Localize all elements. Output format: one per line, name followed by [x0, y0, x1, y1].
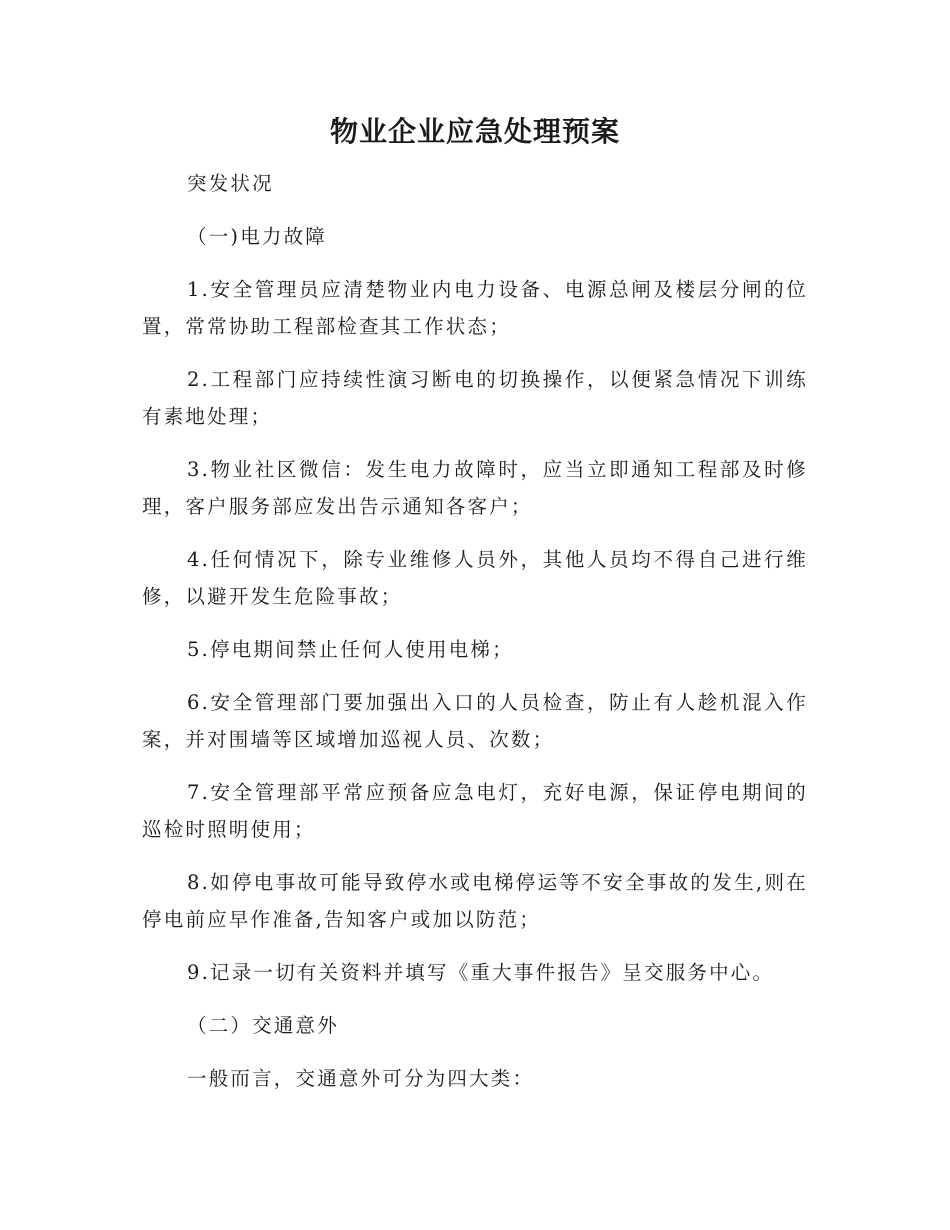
list-item: 4.任何情况下，除专业维修人员外，其他人员均不得自己进行维修，以避开发生危险事故； [142, 548, 808, 608]
section-heading: 突发状况 [187, 172, 274, 195]
list-item: 5.停电期间禁止任何人使用电梯； [187, 638, 514, 661]
list-item: 6.安全管理部门要加强出入口的人员检查，防止有人趁机混入作案，并对围墙等区域增加巡视人员、次数； [142, 691, 808, 751]
list-item: 9.记录一切有关资料并填写《重大事件报告》呈交服务中心。 [187, 961, 775, 984]
body-paragraph: 一般而言，交通意外可分为四大类： [187, 1067, 535, 1090]
list-item: 7.安全管理部平常应预备应急电灯，充好电源，保证停电期间的巡检时照明使用； [142, 781, 808, 841]
document-title: 物业企业应急处理预案 [329, 115, 620, 148]
subsection-heading: （一)电力故障 [187, 225, 328, 248]
document-body [142, 165, 808, 1113]
list-item: 8.如停电事故可能导致停水或电梯停运等不安全事故的发生,则在停电前应早作准备,告知客户或加以防范； [142, 871, 808, 931]
list-item: 1.安全管理员应清楚物业内电力设备、电源总闸及楼层分闸的位置，常常协助工程部检查其工作状态； [142, 278, 808, 338]
list-item: 3.物业社区微信：发生电力故障时，应当立即通知工程部及时修理，客户服务部应发出告示通知各客户； [142, 458, 808, 518]
subsection-heading: （二）交通意外 [187, 1014, 339, 1037]
list-item: 2.工程部门应持续性演习断电的切换操作，以便紧急情况下训练有素地处理； [142, 368, 808, 428]
